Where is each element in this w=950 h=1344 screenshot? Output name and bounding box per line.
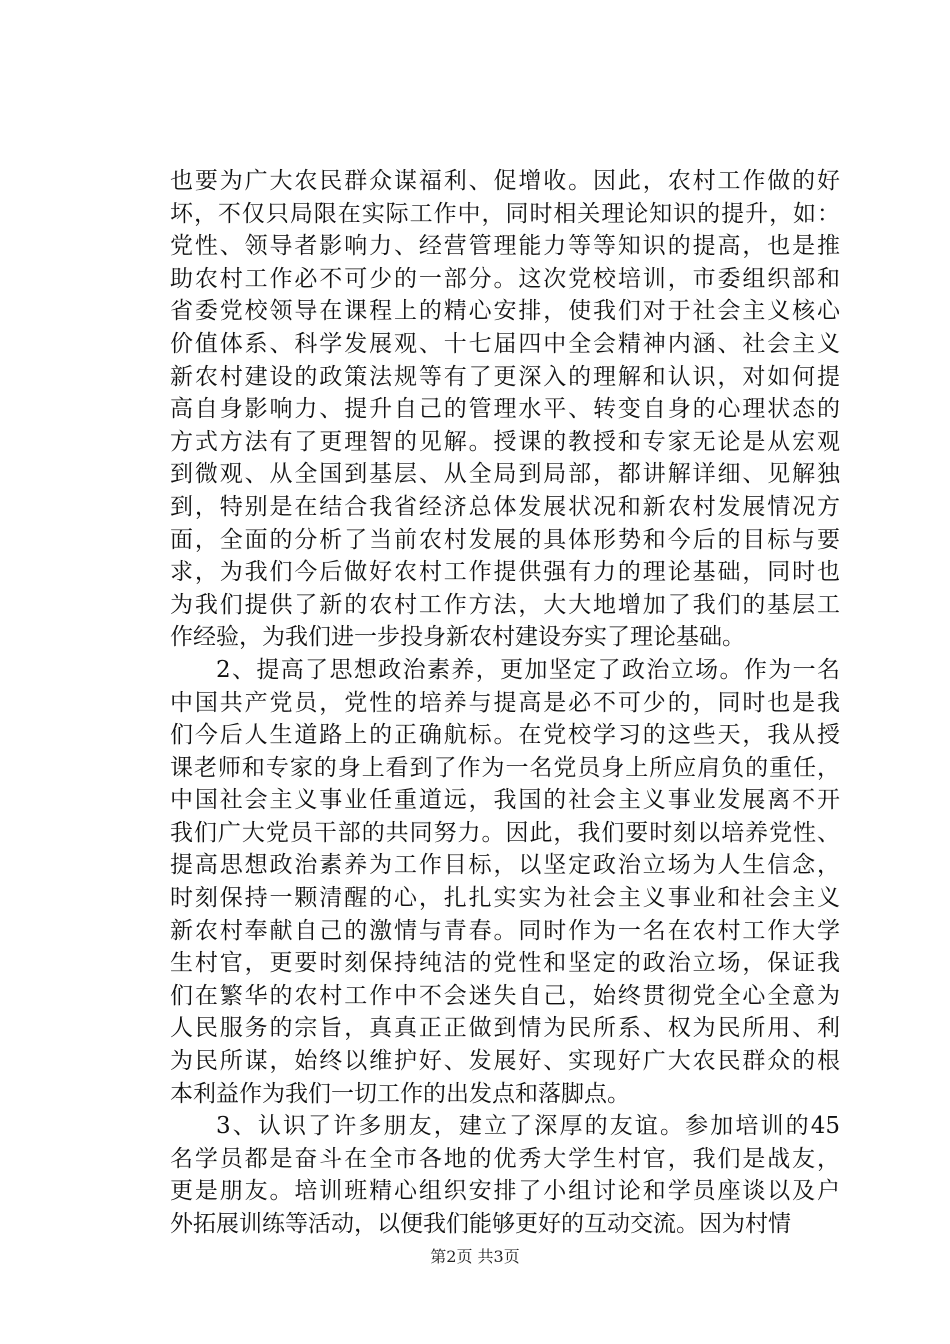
text-line: 更是朋友。培训班精心组织安排了小组讨论和学员座谈以及户 <box>170 1178 840 1205</box>
text-line: 3、认识了许多朋友，建立了深厚的友谊。参加培训的45 <box>216 1113 840 1140</box>
text-line: 面，全面的分析了当前农村发展的具体形势和今后的目标与要 <box>170 526 840 553</box>
text-line: 坏，不仅只局限在实际工作中，同时相关理论知识的提升，如： <box>170 200 840 227</box>
text-line: 2、提高了思想政治素养，更加坚定了政治立场。作为一名 <box>216 656 840 683</box>
text-line: 求，为我们今后做好农村工作提供强有力的理论基础，同时也 <box>170 559 840 586</box>
text-line: 外拓展训练等活动，以便我们能够更好的互动交流。因为村情 <box>170 1211 791 1237</box>
text-line: 作经验，为我们进一步投身新农村建设夯实了理论基础。 <box>170 624 745 651</box>
text-line: 到微观、从全国到基层、从全局到局部，都讲解详细、见解独 <box>170 461 840 488</box>
text-line: 助农村工作必不可少的一部分。这次党校培训，市委组织部和 <box>170 265 840 292</box>
text-line: 提高思想政治素养为工作目标，以坚定政治立场为人生信念， <box>170 852 840 879</box>
text-line: 我们广大党员干部的共同努力。因此，我们要时刻以培养党性、 <box>170 819 840 846</box>
text-line: 名学员都是奋斗在全市各地的优秀大学生村官，我们是战友， <box>170 1145 840 1172</box>
text-line: 省委党校领导在课程上的精心安排，使我们对于社会主义核心 <box>170 298 840 325</box>
paragraph <box>170 654 840 1110</box>
text-line: 新农村建设的政策法规等有了更深入的理解和认识，对如何提 <box>170 363 840 390</box>
text-line: 党性、领导者影响力、经营管理能力等等知识的提高，也是推 <box>170 233 840 260</box>
text-line: 们在繁华的农村工作中不会迷失自己，始终贯彻党全心全意为 <box>170 982 840 1009</box>
page-footer: 第2页 共3页 <box>430 1247 520 1266</box>
text-line: 方式方法有了更理智的见解。授课的教授和专家无论是从宏观 <box>170 428 840 455</box>
text-line: 们今后人生道路上的正确航标。在党校学习的这些天，我从授 <box>170 722 840 749</box>
text-line: 生村官，更要时刻保持纯洁的党性和坚定的政治立场，保证我 <box>170 950 840 977</box>
text-line: 人民服务的宗旨，真真正正做到情为民所系、权为民所用、利 <box>170 1015 840 1042</box>
text-line: 价值体系、科学发展观、十七届四中全会精神内涵、社会主义 <box>170 330 840 357</box>
text-line: 本利益作为我们一切工作的出发点和落脚点。 <box>170 1080 630 1107</box>
text-line: 中国共产党员，党性的培养与提高是必不可少的，同时也是我 <box>170 689 840 716</box>
text-line: 中国社会主义事业任重道远，我国的社会主义事业发展离不开 <box>170 787 840 814</box>
text-line: 为我们提供了新的农村工作方法，大大地增加了我们的基层工 <box>170 591 840 618</box>
text-line: 新农村奉献自己的激情与青春。同时作为一名在农村工作大学 <box>170 917 840 944</box>
text-line: 也要为广大农民群众谋福利、促增收。因此，农村工作做的好 <box>170 168 840 194</box>
body-text <box>170 165 840 1241</box>
text-line: 课老师和专家的身上看到了作为一名党员身上所应肩负的重任， <box>170 754 840 781</box>
paragraph <box>170 1110 840 1240</box>
text-line: 高自身影响力、提升自己的管理水平、转变自身的心理状态的 <box>170 396 840 423</box>
paragraph <box>170 165 840 654</box>
text-line: 为民所谋，始终以维护好、发展好、实现好广大农民群众的根 <box>170 1048 840 1075</box>
text-line: 到，特别是在结合我省经济总体发展状况和新农村发展情况方 <box>170 493 840 520</box>
text-line: 时刻保持一颗清醒的心，扎扎实实为社会主义事业和社会主义 <box>170 885 840 912</box>
